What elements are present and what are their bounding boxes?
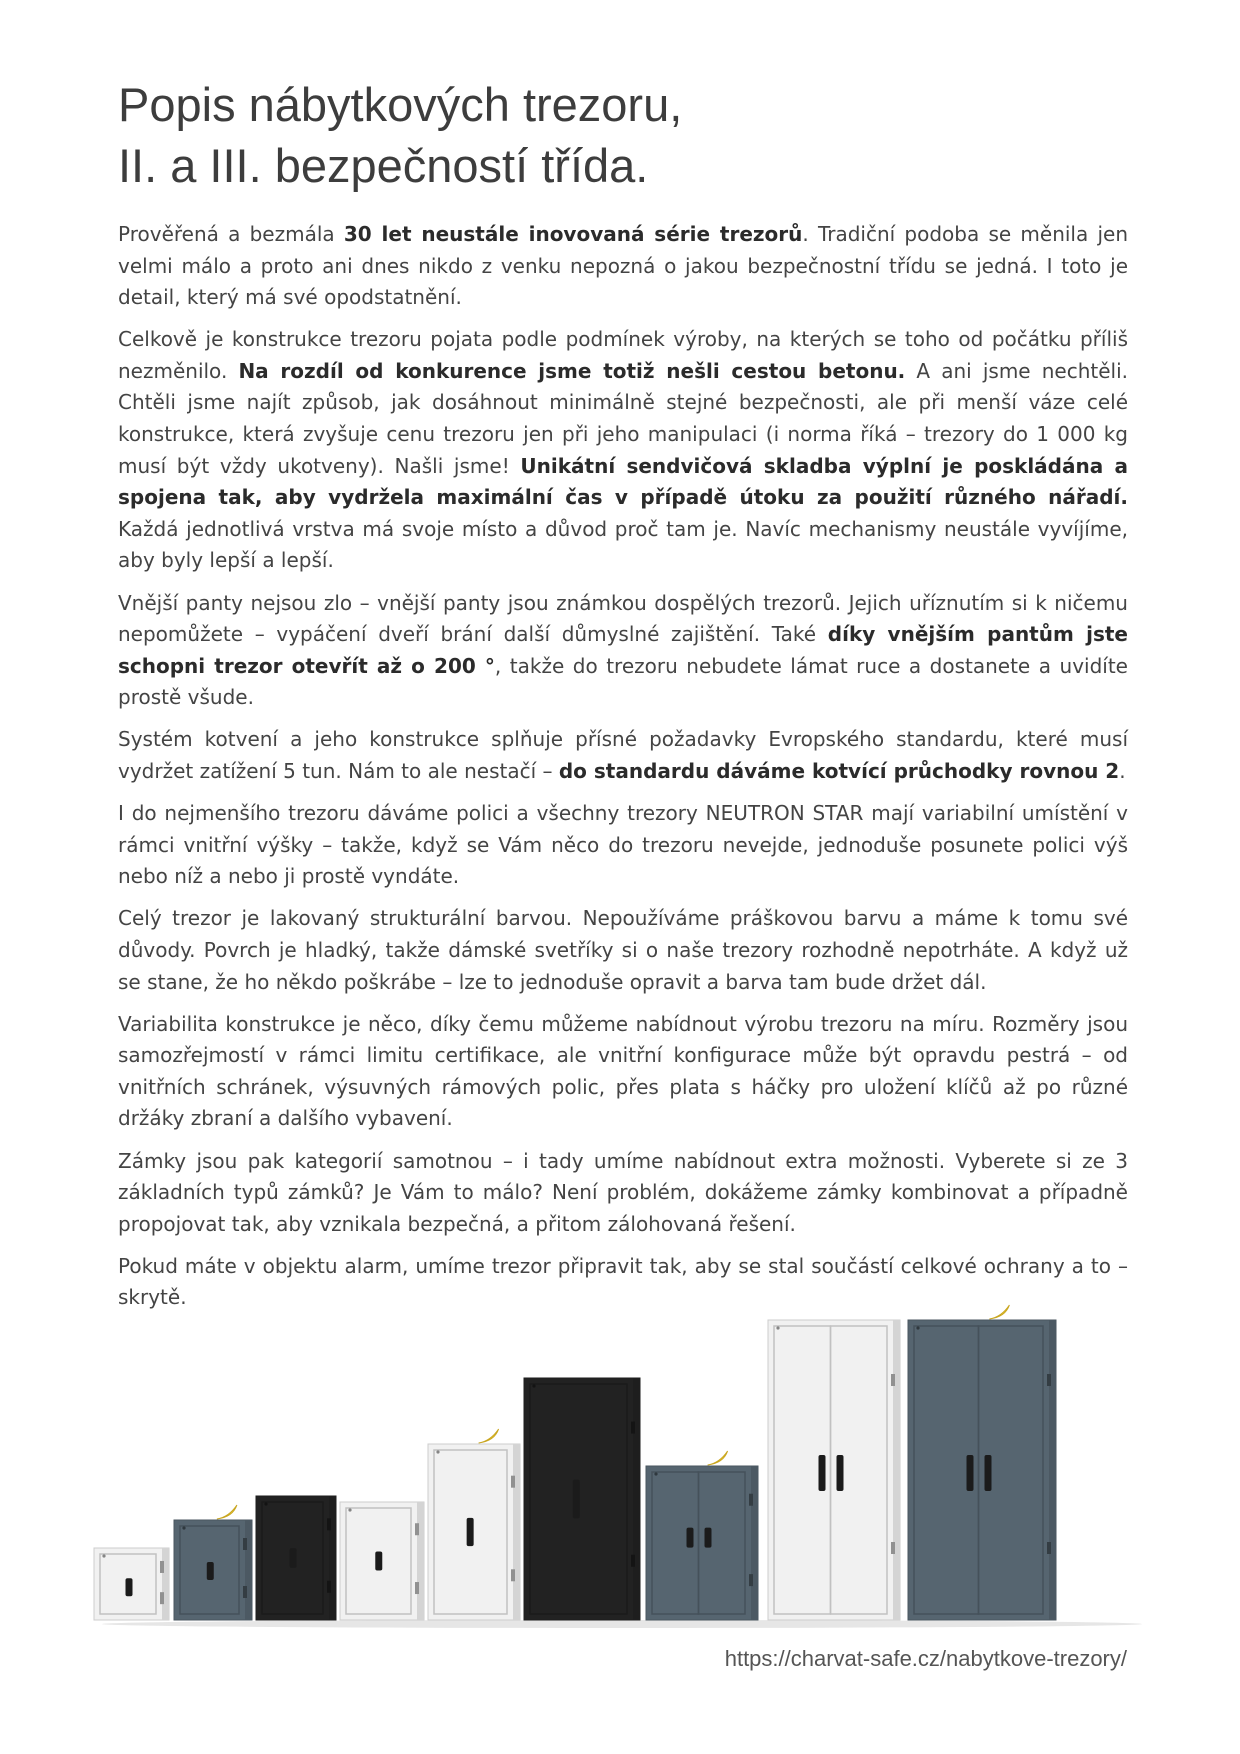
safe-logo: [916, 1326, 919, 1329]
safe-logo: [532, 1384, 535, 1387]
safe-logo: [182, 1526, 185, 1529]
banana-icon: [217, 1505, 237, 1519]
article-body: [118, 219, 1128, 1325]
safe-hinge: [327, 1518, 331, 1530]
banana-icon: [989, 1305, 1009, 1319]
paragraph-9: Pokud máte v objektu alarm, umíme trezor připravit tak, aby se stal součástí celkové ochrany a to – skrytě.: [118, 1253, 1128, 1310]
title-line-1: Popis nábytkových trezoru,: [118, 78, 683, 131]
safes-lineup-svg: [92, 1298, 1152, 1628]
text-run: .: [1119, 759, 1126, 783]
paragraph-5: I do nejmenšího trezoru dáváme polici a všechny trezory NEUTRON STAR mají variabilní umístění v rámci vnitřní výšky – takže, když se Vám něco do trezoru nevejde, jednoduše posunete polici výš nebo níž a nebo ji prostě vyndáte.: [118, 801, 1128, 889]
safe-side: [893, 1320, 900, 1620]
text-run: Prověřená a bezmála: [118, 222, 344, 246]
safe-side: [1049, 1320, 1056, 1620]
paragraph-3: [118, 588, 1128, 714]
safe-hinge: [891, 1542, 895, 1554]
paragraph-1: [118, 219, 1128, 314]
paragraph-4: [118, 724, 1128, 787]
text-run: Vnější panty nejsou zlo – vnější panty jsou známkou dospělých trezorů. Jejich uříznutím si k ničemu nepomůžete – vypáčení dveří brání další důmyslné zajištění. Také: [118, 590, 1128, 647]
safe-side: [513, 1444, 520, 1620]
source-url: https://charvat-safe.cz/nabytkove-trezory/: [724, 1646, 1127, 1671]
safe-keypad: [705, 1528, 712, 1548]
safe-hinge: [1047, 1374, 1051, 1386]
bold-run: do standardu dáváme kotvící průchodky rovnou 2: [558, 759, 1120, 783]
safe-hinge: [160, 1561, 164, 1573]
safe-body: [646, 1466, 758, 1620]
text-run: Celkově je konstrukce trezoru pojata podle podmínek výroby, na kterých se toho od počátku příliš nezměnilo.: [118, 327, 1128, 383]
banana-icon: [708, 1451, 728, 1465]
safe-logo: [348, 1508, 351, 1511]
safe-body: [428, 1444, 520, 1620]
safe-hinge: [415, 1523, 419, 1535]
text-run: , takže do trezoru nebudete lámat ruce a dostanete a uvidíte prostě všude.: [118, 653, 1128, 710]
safe-body: [908, 1320, 1056, 1620]
safe-keypad: [967, 1455, 974, 1491]
safe-keypad: [819, 1455, 826, 1491]
safe-side: [417, 1502, 424, 1620]
safe-side: [329, 1496, 336, 1620]
safe-logo: [436, 1450, 439, 1453]
safe-hinge: [631, 1555, 635, 1567]
safe-side: [162, 1548, 169, 1620]
safe-keypad: [573, 1480, 580, 1519]
safe-hinge: [749, 1574, 753, 1586]
safe-hinge: [891, 1374, 895, 1386]
text-run: Systém kotvení a jeho konstrukce splňuje přísné požadavky Evropského standardu, které musí vydržet zatížení 5 tun. Nám to ale nestačí –: [118, 727, 1128, 783]
title-line-2: II. a III. bezpečností třída.: [118, 139, 649, 192]
safes-lineup-illustration: [92, 1298, 1152, 1628]
paragraph-7: Variabilita konstrukce je něco, díky čemu můžeme nabídnout výrobu trezoru na míru. Rozměry jsou samozřejmostí v rámci limitu certifikace, ale vnitřní konfigurace může být opravdu pestrá – od vnitřních schránek, výsuvných rámových polic, přes plata s háčky pro uložení klíčů až po různé držáky zbraní a dalšího vybavení.: [118, 1011, 1128, 1131]
safe-logo: [102, 1554, 105, 1557]
bold-run: 30 let neustále inovovaná série trezorů: [343, 222, 803, 246]
safe-side: [633, 1378, 640, 1620]
safe-hinge: [749, 1494, 753, 1506]
paragraph-8: Zámky jsou pak kategorií samotnou – i tady umíme nabídnout extra možnosti. Vyberete si ze 3 základních typů zámků? Je Vám to málo? Není problém, dokážeme zámky kombinovat a případně propojovat tak, aby vznikala bezpečná, a přitom zálohovaná řešení.: [118, 1148, 1128, 1236]
text-run: A ani jsme nechtěli. Chtěli jsme najít způsob, jak dosáhnout minimálně stejné bezpečnosti, ale při menší váze celé konstrukce, která zvyšuje cenu trezoru jen při jeho manipulaci (i norma říká – trezory do 1 000 kg musí být vždy ukotveny). Našli jsme!: [118, 358, 1129, 478]
safe-keypad: [126, 1578, 133, 1596]
text-run: . Tradiční podoba se měnila jen velmi málo a proto ani dnes nikdo z venku nepozná o jakou bezpečnostní třídu se jedná. I toto je detail, který má své opodstatnění.: [118, 222, 1129, 310]
bold-run: díky vnějším pantům jste schopni trezor otevřít až o 200 °: [118, 622, 1128, 678]
safe-hinge: [631, 1422, 635, 1434]
safe-side: [245, 1520, 252, 1620]
safe-side: [751, 1466, 758, 1620]
safe-keypad: [837, 1455, 844, 1491]
safe-hinge: [511, 1476, 515, 1488]
safe-keypad: [467, 1518, 474, 1546]
safe-body: [524, 1378, 640, 1620]
safe-body: [768, 1320, 900, 1620]
safe-hinge: [1047, 1542, 1051, 1554]
safe-hinge: [415, 1582, 419, 1594]
safe-hinge: [243, 1538, 247, 1550]
safe-keypad: [290, 1548, 297, 1568]
safe-hinge: [327, 1581, 331, 1593]
safe-hinge: [511, 1569, 515, 1581]
bold-run: Unikátní sendvičová skladba výplní je poskládána a spojena tak, aby vydržela maximální čas v případě útoku za použití různého nářadí.: [118, 453, 1128, 510]
safe-keypad: [375, 1552, 382, 1571]
safe-logo: [654, 1472, 657, 1475]
safe-hinge: [160, 1592, 164, 1604]
text-run: Každá jednotlivá vrstva má svoje místo a důvod proč tam je. Navíc mechanismy neustále vyvíjíme, aby byly lepší a lepší.: [118, 516, 1128, 573]
paragraph-6: Celý trezor je lakovaný strukturální barvou. Nepoužíváme práškovou barvu a máme k tomu své důvody. Povrch je hladký, takže dámské svetříky si o naše trezory rozhodně nepotrháte. A když už se stane, že ho někdo poškrábe – lze to jednoduše opravit a barva tam bude držet dál.: [118, 906, 1128, 994]
page-title: [118, 74, 1128, 196]
safe-keypad: [985, 1455, 992, 1491]
banana-icon: [479, 1429, 499, 1443]
safe-logo: [264, 1502, 267, 1505]
safe-hinge: [243, 1586, 247, 1598]
safe-logo: [776, 1326, 779, 1329]
paragraph-2: [118, 324, 1128, 577]
bold-run: Na rozdíl od konkurence jsme totiž nešli cestou betonu.: [238, 358, 906, 383]
safe-keypad: [207, 1562, 214, 1580]
floor-shadow: [102, 1620, 1142, 1628]
safe-keypad: [687, 1528, 694, 1548]
